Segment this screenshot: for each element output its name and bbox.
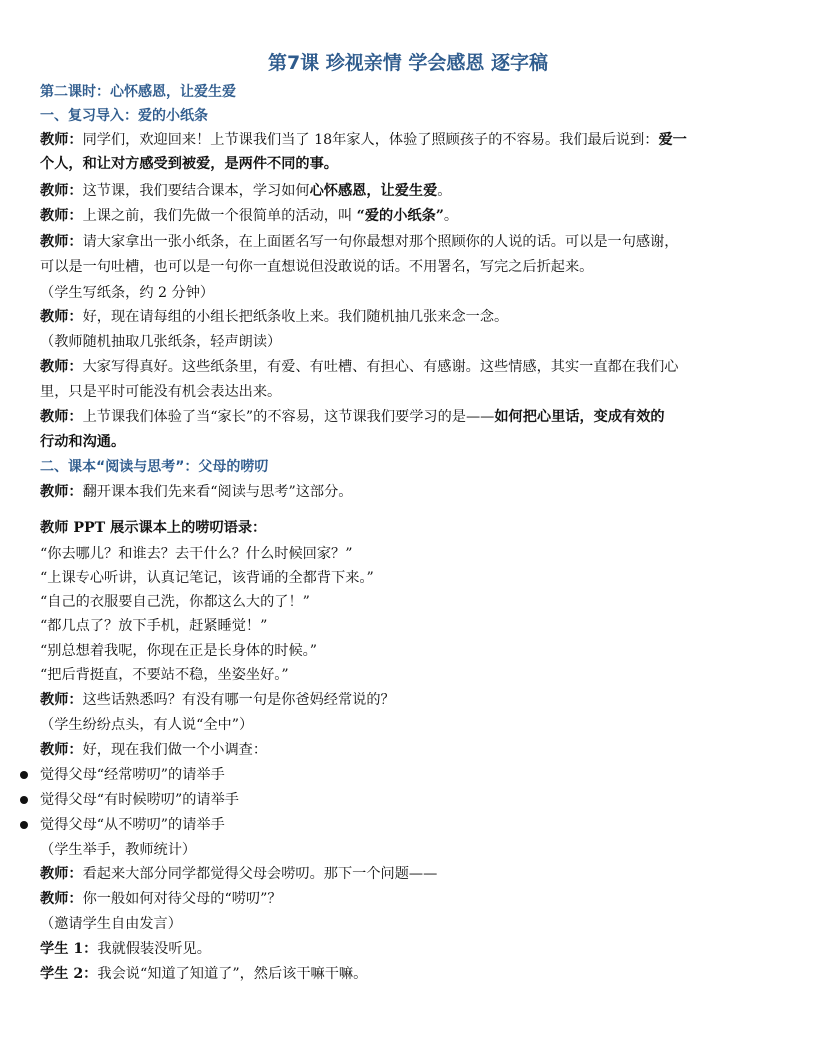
speaker-label: 教师：	[40, 484, 83, 500]
paragraph	[40, 688, 780, 712]
paragraph-text: 好，现在请每组的小组长把纸条收上来。我们随机抽几张来念一念。	[82, 309, 509, 325]
speaker-label: 教师：	[40, 208, 83, 224]
speaker-label: 学生 1：	[40, 941, 98, 957]
paragraph	[40, 738, 780, 762]
bullet-icon	[20, 796, 28, 804]
paragraph-text: 我就假装没听见。	[97, 941, 211, 957]
paragraph	[40, 962, 780, 986]
paragraph	[40, 937, 780, 961]
quote-line: “上课专心听讲，认真记笔记，该背诵的全都背下来。”	[40, 570, 374, 586]
paragraph	[40, 430, 780, 454]
stage-direction: （教师随机抽取几张纸条，轻声朗读）	[40, 334, 282, 350]
paragraph	[40, 480, 780, 504]
paragraph-text: 同学们，欢迎回来！上节课我们当了 18年家人，体验了照顾孩子的不容易。我们最后说到：	[82, 132, 659, 148]
paragraph-text: 我会说“知道了知道了”，然后该干嘛干嘛。	[97, 966, 368, 982]
stage-direction: （学生纷纷点头，有人说“全中”）	[40, 717, 254, 733]
speaker-label: 教师：	[40, 309, 83, 325]
paragraph-text: 请大家拿出一张小纸条，在上面匿名写一句你最想对那个照顾你的人说的话。可以是一句感谢，	[82, 234, 679, 250]
paragraph-text: 里，只是平时可能没有机会表达出来。	[40, 384, 282, 400]
speaker-label: 教师：	[40, 132, 83, 148]
emphasis-text: 爱一	[658, 132, 687, 148]
quote-line: “自己的衣服要自己洗，你都这么大的了！”	[40, 594, 310, 610]
list-item: 觉得父母“经常唠叨”的请举手	[40, 767, 225, 783]
quote-line: “你去哪儿？和谁去？去干什么？什么时候回家？”	[40, 546, 353, 562]
stage-direction: （学生写纸条，约 2 分钟）	[40, 285, 215, 301]
paragraph-text: 这节课，我们要结合课本，学习如何	[82, 183, 310, 199]
paragraph-text: 这些话熟悉吗？有没有哪一句是你爸妈经常说的？	[82, 692, 395, 708]
paragraph	[40, 152, 780, 176]
bullet-icon	[20, 821, 28, 829]
paragraph-text: 你一般如何对待父母的“唠叨”？	[82, 891, 282, 907]
list-item: 觉得父母“从不唠叨”的请举手	[40, 817, 225, 833]
paragraph	[40, 204, 780, 228]
stage-direction: （邀请学生自由发言）	[40, 916, 182, 932]
section-heading-2: 二、课本“阅读与思考”：父母的唠叨	[40, 459, 269, 475]
paragraph-text: 。	[437, 183, 452, 199]
speaker-label: 教师：	[40, 409, 83, 425]
speaker-label: 教师：	[40, 742, 83, 758]
stage-direction: （学生举手，教师统计）	[40, 842, 197, 858]
speaker-label: 教师：	[40, 359, 83, 375]
section-heading-1: 一、复习导入：爱的小纸条	[40, 108, 208, 124]
quote-line: “别总想着我呢，你现在正是长身体的时候。”	[40, 643, 317, 659]
ppt-heading: 教师 PPT 展示课本上的唠叨语录：	[40, 520, 267, 536]
paragraph-text: 大家写得真好。这些纸条里，有爱、有吐槽、有担心、有感谢。这些情感，其实一直都在我们心	[82, 359, 679, 375]
page-title: 第7课 珍视亲情 学会感恩 逐字稿	[267, 52, 549, 74]
list-item: 觉得父母“有时候唠叨”的请举手	[40, 792, 239, 808]
paragraph-text: 看起来大部分同学都觉得父母会唠叨。那下一个问题——	[82, 866, 438, 882]
paragraph	[40, 405, 780, 429]
quote-line: “都几点了？放下手机，赶紧睡觉！”	[40, 618, 268, 634]
emphasis-text: 行动和沟通。	[40, 434, 126, 450]
emphasis-text: 如何把心里话，变成有效的	[494, 409, 665, 425]
speaker-label: 教师：	[40, 891, 83, 907]
bullet-icon	[20, 771, 28, 779]
paragraph	[40, 355, 780, 379]
quote-line: “把后背挺直，不要站不稳，坐姿坐好。”	[40, 667, 289, 683]
speaker-label: 教师：	[40, 866, 83, 882]
emphasis-text: “爱的小纸条”	[356, 208, 444, 224]
emphasis-text: 个人，和让对方感受到被爱，是两件不同的事。	[40, 156, 338, 172]
paragraph	[40, 305, 780, 329]
paragraph-text: 上课之前，我们先做一个很简单的活动，叫	[82, 208, 357, 224]
lesson-heading: 第二课时：心怀感恩，让爱生爱	[40, 84, 236, 100]
paragraph	[40, 128, 780, 152]
speaker-label: 教师：	[40, 692, 83, 708]
paragraph-text: 好，现在我们做一个小调查：	[82, 742, 268, 758]
speaker-label: 教师：	[40, 183, 83, 199]
speaker-label: 学生 2：	[40, 966, 98, 982]
paragraph-text: 翻开课本我们先来看“阅读与思考”这部分。	[82, 484, 353, 500]
speaker-label: 教师：	[40, 234, 83, 250]
paragraph-text: 。	[443, 208, 459, 224]
paragraph-text: 上节课我们体验了当“家长”的不容易，这节课我们要学习的是——	[82, 409, 495, 425]
paragraph	[40, 230, 780, 254]
paragraph	[40, 179, 780, 203]
emphasis-text: 心怀感恩，让爱生爱	[309, 183, 438, 199]
paragraph-text: 可以是一句吐槽，也可以是一句你一直想说但没敢说的话。不用署名，写完之后折起来。	[40, 259, 594, 275]
paragraph	[40, 862, 780, 886]
paragraph	[40, 887, 780, 911]
